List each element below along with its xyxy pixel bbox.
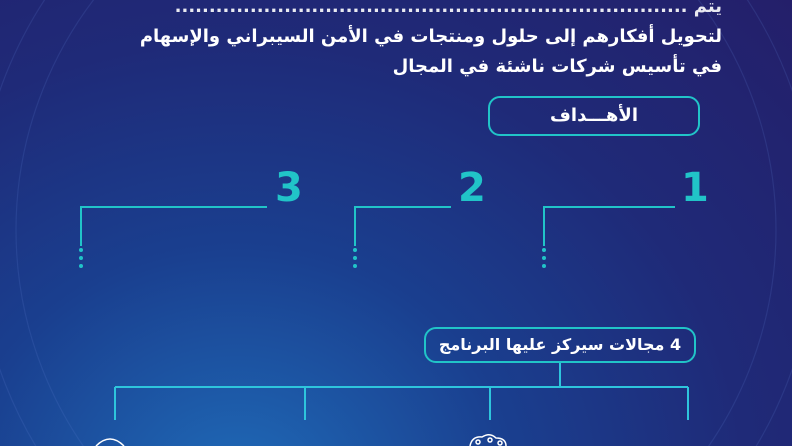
intro-line-2: في تأسيس شركات ناشئة في المجال [392,56,722,77]
goal-number: 3 [275,165,303,211]
goal-number: 1 [681,165,709,211]
goal-number: 2 [458,165,486,211]
areas-title: 4 مجالات سيركز عليها البرنامج [438,335,682,354]
area-icon-1 [96,439,124,446]
goals-title: الأهـــداف [550,105,638,126]
intro-line-1: لتحويل أفكارهم إلى حلول ومنتجات في الأمن السيبراني والإسهام [139,26,722,47]
intro-line-partial: يتم ........................................................................... [174,0,722,17]
brain-icon [470,435,506,446]
